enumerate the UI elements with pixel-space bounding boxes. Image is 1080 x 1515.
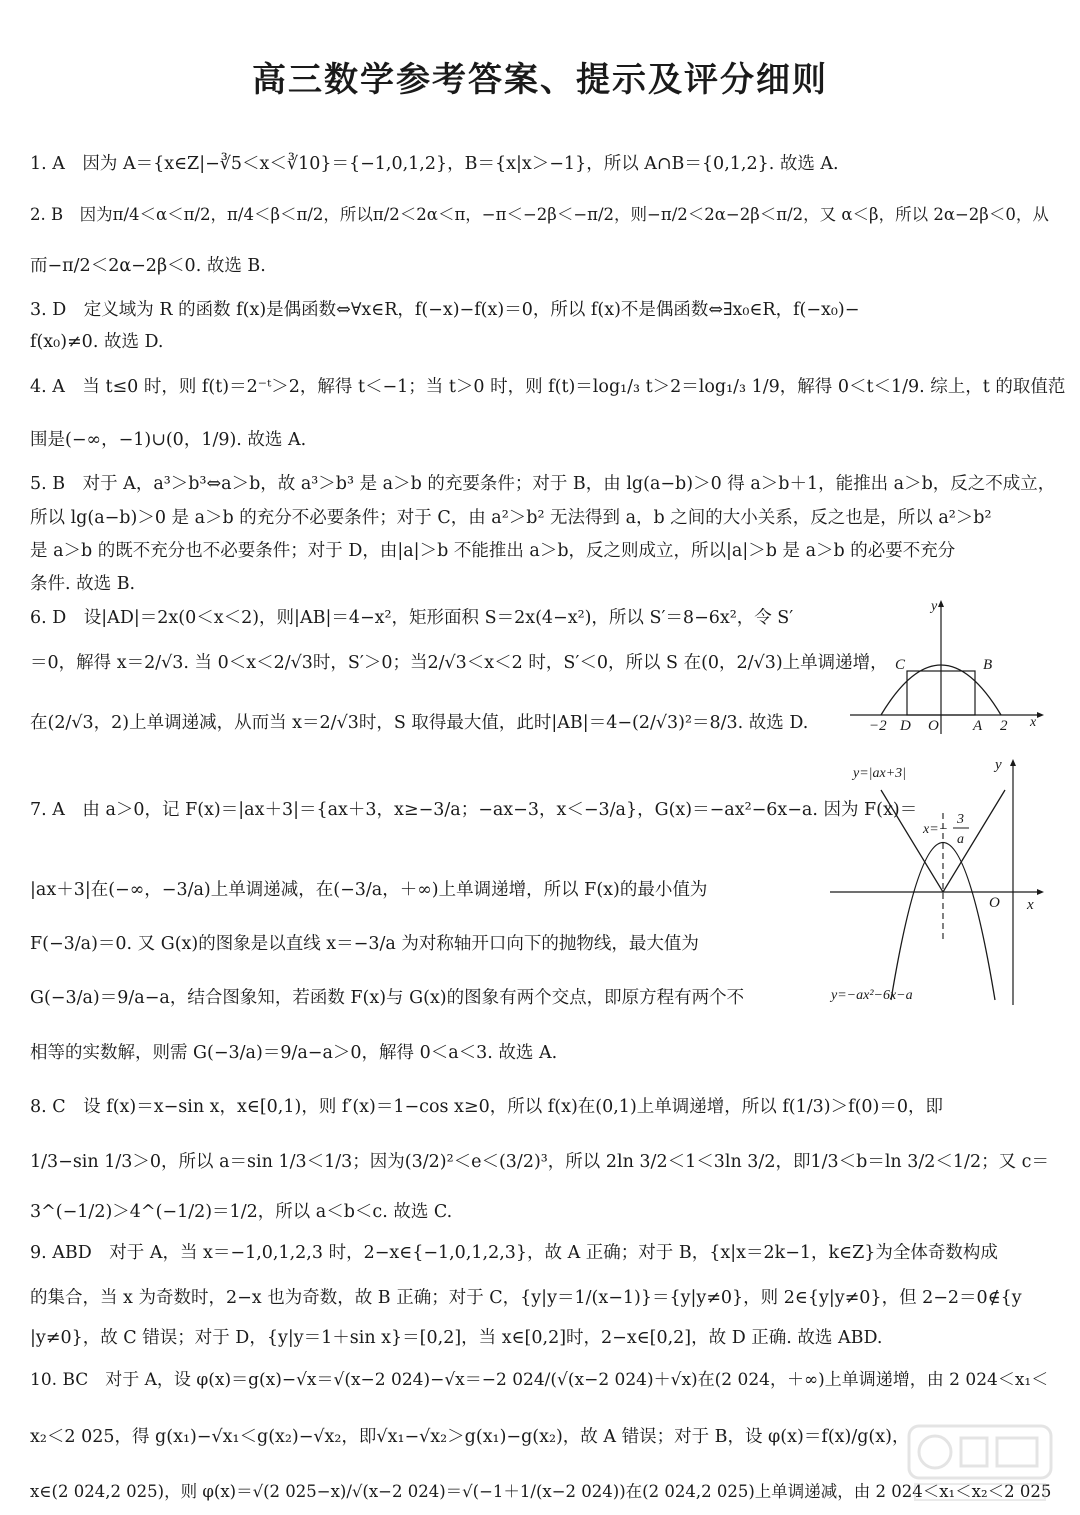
y-axis-arrow — [938, 600, 944, 607]
answer-line: 5. B 对于 A，a³＞b³⇔a＞b，故 a³＞b³ 是 a＞b 的充要条件；对于 B，由 lg(a−b)＞0 得 a＞b＋1，能推出 a＞b，反之不成立， — [30, 474, 1056, 494]
answer-line: F(−3/a)＝0. 又 G(x)的图象是以直线 x＝−3/a 为对称轴开口向下的抛物线，最大值为 — [30, 934, 699, 954]
axis-label-x: x — [1030, 715, 1037, 730]
answer-line: 7. A 由 a＞0，记 F(x)＝|ax＋3|＝{ax＋3，x≥−3/a；−ax−3，x＜−3/a}，G(x)＝−ax²−6x−a. 因为 F(x)＝ — [30, 800, 918, 820]
answer-line: 3. D 定义域为 R 的函数 f(x)是偶函数⇔∀x∈R，f(−x)−f(x)＝0，所以 f(x)不是偶函数⇔∃x₀∈R，f(−x₀)− — [30, 300, 860, 320]
symmetry-label-denominator: a — [957, 832, 964, 847]
axis-label-y: y — [931, 599, 938, 614]
answer-line: x∈(2 024,2 025)，则 φ(x)＝√(2 025−x)/√(x−2 024)＝√(−1＋1/(x−2 024))在(2 024,2 025)上单调递减，由 2 024＜x₁＜x₂＜2 025 — [30, 1482, 1052, 1501]
answer-line: 9. ABD 对于 A，当 x＝−1,0,1,2,3 时，2−x∈{−1,0,1,2,3}，故 A 正确；对于 B，{x|x＝2k−1，k∈Z}为全体奇数构成 — [30, 1243, 998, 1263]
answer-line: 围是(−∞，−1)∪(0，1/9). 故选 A. — [30, 430, 307, 450]
point-d: D — [900, 718, 911, 734]
symmetry-label-numerator: 3 — [957, 812, 964, 827]
answer-line: G(−3/a)＝9/a−a，结合图象知，若函数 F(x)与 G(x)的图象有两个交点，即原方程有两个不 — [30, 988, 745, 1008]
answer-line: |ax＋3|在(−∞，−3/a)上单调递减，在(−3/a，＋∞)上单调递增，所以 F(x)的最小值为 — [30, 880, 708, 900]
symmetry-label: x=− — [923, 822, 949, 837]
parabola-label: y=−ax²−6x−a — [831, 988, 913, 1003]
answer-line: 1. A 因为 A＝{x∈Z|−∛5＜x＜∛10}＝{−1,0,1,2}，B＝{x|x＞−1}，所以 A∩B＝{0,1,2}. 故选 A. — [30, 154, 839, 174]
tick-neg-2: −2 — [869, 718, 887, 734]
x-axis-arrow — [1037, 889, 1044, 895]
origin-o: O — [928, 718, 939, 734]
answer-line: 的集合，当 x 为奇数时，2−x 也为奇数，故 B 正确；对于 C，{y|y＝1/(x−1)}＝{y|y≠0}，则 2∈{y|y≠0}，但 2−2＝0∉{y — [30, 1288, 1022, 1308]
answer-line: x₂＜2 025，得 g(x₁)−√x₁＜g(x₂)−√x₂，即√x₁−√x₂＞g(x₁)−g(x₂)，故 A 错误；对于 B，设 φ(x)＝f(x)/g(x)， — [30, 1427, 910, 1447]
answer-line: 1/3−sin 1/3＞0，所以 a＝sin 1/3＜1/3；因为(3/2)²＜e＜(3/2)³，所以 2ln 3/2＜1＜3ln 3/2，即1/3＜b＝ln 3/2＜1/2；又 c＝ — [30, 1152, 1049, 1172]
answer-line: 8. C 设 f(x)＝x−sin x，x∈[0,1)，则 f′(x)＝1−cos x≥0，所以 f(x)在(0,1)上单调递增，所以 f(1/3)＞f(0)＝0，即 — [30, 1097, 944, 1117]
answer-line: f(x₀)≠0. 故选 D. — [30, 332, 164, 352]
answer-line: 所以 lg(a−b)＞0 是 a＞b 的充分不必要条件；对于 C，由 a²＞b² 无法得到 a，b 之间的大小关系，反之也是，所以 a²＞b² — [30, 508, 992, 528]
x-axis-arrow — [1037, 712, 1044, 718]
answer-line: ＝0，解得 x＝2/√3. 当 0＜x＜2/√3时，S′＞0；当2/√3＜x＜2 时，S′＜0，所以 S 在(0，2/√3)上单调递增， — [30, 653, 888, 673]
figure-q7 — [825, 755, 1055, 1010]
answer-line: 4. A 当 t≤0 时，则 f(t)＝2⁻ᵗ＞2，解得 t＜−1；当 t＞0 时，则 f(t)＝log₁/₃ t＞2＝log₁/₃ 1/9，解得 0＜t＜1/9. 综上，t 的取值范 — [30, 377, 1066, 397]
answer-line: 相等的实数解，则需 G(−3/a)＝9/a−a＞0，解得 0＜a＜3. 故选 A. — [30, 1043, 558, 1063]
origin-o: O — [989, 895, 1000, 911]
point-a: A — [973, 718, 983, 734]
page-title: 高三数学参考答案、提示及评分细则 — [252, 60, 828, 100]
axis-label-x: x — [1027, 897, 1034, 913]
point-c: C — [895, 657, 906, 673]
abs-function-label: y=|ax+3| — [853, 766, 907, 781]
answer-line: 2. B 因为π/4＜α＜π/2，π/4＜β＜π/2，所以π/2＜2α＜π，−π＜−2β＜−π/2，则−π/2＜2α−2β＜π/2，又 α＜β，所以 2α−2β＜0，从 — [30, 205, 1049, 224]
answer-line: 在(2/√3，2)上单调递减，从而当 x＝2/√3时，S 取得最大值，此时|AB|＝4−(2/√3)²＝8/3. 故选 D. — [30, 713, 809, 733]
answer-line: 而−π/2＜2α−2β＜0. 故选 B. — [30, 256, 266, 276]
watermark-logo — [905, 1420, 1055, 1505]
y-axis-arrow — [1010, 759, 1016, 766]
answer-line: 条件. 故选 B. — [30, 574, 136, 594]
answer-line: 10. BC 对于 A，设 φ(x)＝g(x)−√x＝√(x−2 024)−√x＝−2 024/(√(x−2 024)＋√x)在(2 024，＋∞)上单调递增，由 2 024＜x₁＜ — [30, 1370, 1049, 1390]
tick-2: 2 — [1000, 718, 1008, 734]
answer-line: 3^(−1/2)＞4^(−1/2)＝1/2，所以 a＜b＜c. 故选 C. — [30, 1202, 453, 1222]
point-b: B — [983, 657, 993, 673]
figure-q6 — [845, 598, 1045, 738]
answer-line: |y≠0}，故 C 错误；对于 D，{y|y＝1＋sin x}＝[0,2]，当 x∈[0,2]时，2−x∈[0,2]，故 D 正确. 故选 ABD. — [30, 1328, 883, 1348]
answer-line: 6. D 设|AD|＝2x(0＜x＜2)，则|AB|＝4−x²，矩形面积 S＝2x(4−x²)，所以 S′＝8−6x²，令 S′ — [30, 608, 794, 628]
answer-line: 是 a＞b 的既不充分也不必要条件；对于 D，由|a|＞b 不能推出 a＞b，反之则成立，所以|a|＞b 是 a＞b 的必要不充分 — [30, 541, 956, 561]
axis-label-y: y — [995, 757, 1002, 773]
